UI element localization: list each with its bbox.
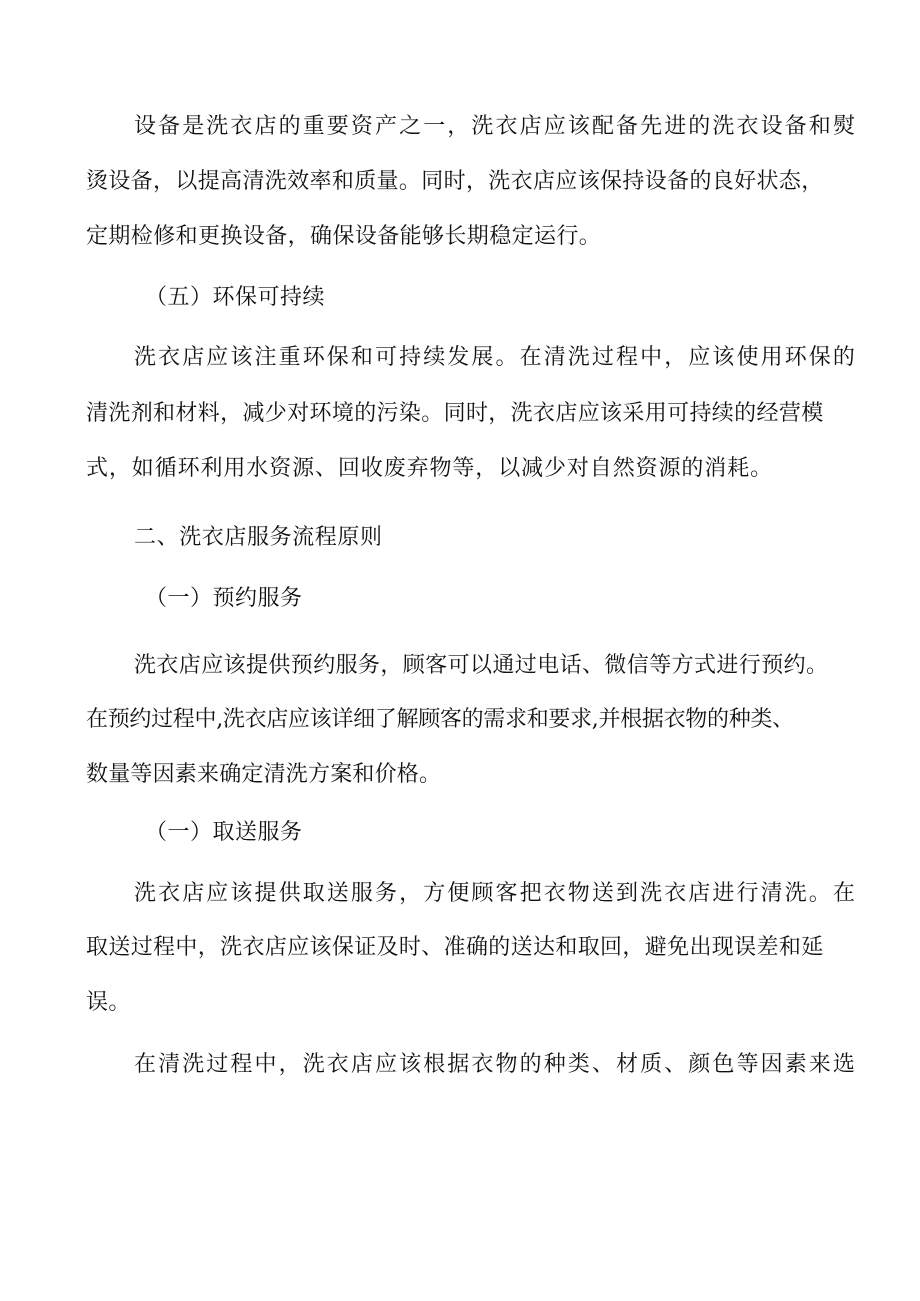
paragraph-4-line-3: 误。 (86, 990, 131, 1015)
paragraph-2-line-2: 清洗剂和材料，减少对环境的污染。同时，洗衣店应该采用可持续的经营模 (86, 401, 824, 426)
heading-pickup-delivery-service: （一）取送服务 (145, 820, 303, 845)
paragraph-4-line-1: 洗衣店应该提供取送服务，方便顾客把衣物送到洗衣店进行清洗。在 (134, 881, 858, 906)
paragraph-5-line-1: 在清洗过程中，洗衣店应该根据衣物的种类、材质、颜色等因素来选 (134, 1052, 858, 1077)
paragraph-4-line-2: 取送过程中，洗衣店应该保证及时、准确的送达和取回，避免出现误差和延 (86, 935, 824, 960)
heading-environment-sustainability: （五）环保可持续 (145, 285, 326, 310)
heading-service-process-principles: 二、洗衣店服务流程原则 (134, 525, 383, 550)
paragraph-2-line-3: 式，如循环利用水资源、回收废弃物等，以减少对自然资源的消耗。 (86, 456, 774, 481)
paragraph-1-line-3: 定期检修和更换设备，确保设备能够长期稳定运行。 (86, 224, 602, 249)
paragraph-3-line-2: 在预约过程中,洗衣店应该详细了解顾客的需求和要求,并根据衣物的种类、 (86, 707, 794, 732)
paragraph-1-line-1: 设备是洗衣店的重要资产之一，洗衣店应该配备先进的洗衣设备和熨 (134, 114, 858, 139)
paragraph-3-line-3: 数量等因素来确定清洗方案和价格。 (86, 762, 442, 787)
paragraph-1-line-2: 烫设备，以提高清洗效率和质量。同时，洗衣店应该保持设备的良好状态， (86, 169, 824, 194)
paragraph-2-line-1: 洗衣店应该注重环保和可持续发展。在清洗过程中，应该使用环保的 (134, 345, 858, 370)
heading-reservation-service: （一）预约服务 (145, 586, 303, 611)
paragraph-3-line-1: 洗衣店应该提供预约服务，顾客可以通过电话、微信等方式进行预约。 (134, 653, 829, 678)
